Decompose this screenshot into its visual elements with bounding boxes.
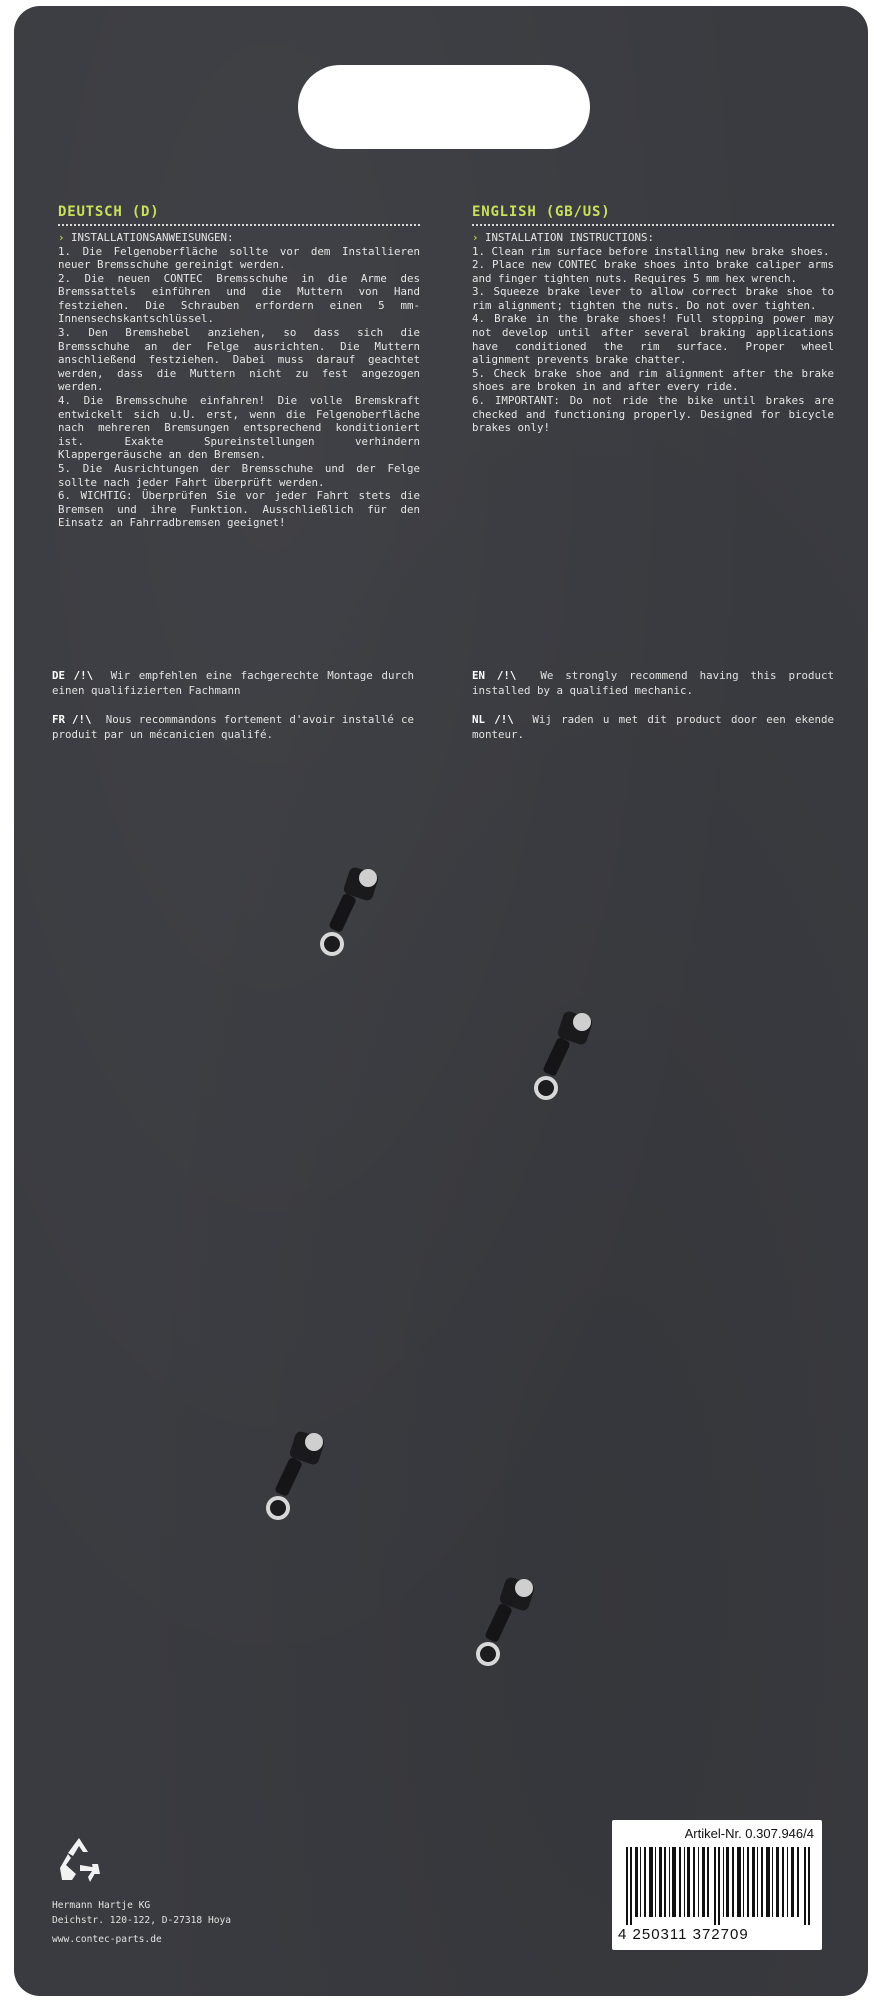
warning-de-code: DE /!\ <box>52 669 94 682</box>
warning-en <box>472 668 834 698</box>
warning-fr-text: Nous recommandons fortement d'avoir installé ce produit par un mécanicien qualifé. <box>52 713 414 741</box>
warning-fr <box>52 712 414 742</box>
german-step: 3. Den Bremshebel anziehen, so dass sich die Bremsschuhe an der Felge ausrichten. Die Muttern anschließend festziehen. Dabei muss darauf geachtet werden, dass die Muttern nicht zu fest angezogen werden. <box>58 326 420 394</box>
company-street: Deichstr. 120-122, D-27318 Hoya <box>52 1915 232 1926</box>
ean-number: 4 250311 372709 <box>618 1926 749 1943</box>
warning-nl-code: NL /!\ <box>472 713 514 726</box>
recycle-icon <box>52 1834 106 1888</box>
article-number: Artikel-Nr. 0.307.946/4 <box>684 1826 814 1841</box>
german-step: 4. Die Bremsschuhe einfahren! Die volle Bremskraft entwickelt sich u.U. erst, wenn die Felgenoberfläche nach mehreren Bremsungen entsprechend konditioniert ist. Exakte Spureinstellungen verhindern Klappergeräusche an den Bremsen. <box>58 394 420 462</box>
chevron-right-icon: › <box>472 231 486 244</box>
hang-hole <box>298 65 590 149</box>
barcode-label <box>612 1820 822 1950</box>
english-step: 1. Clean rim surface before installing new brake shoes. <box>472 244 830 258</box>
english-steps <box>472 245 834 435</box>
divider <box>472 224 834 226</box>
german-step: 2. Die neuen CONTEC Bremsschuhe in die Arme des Bremssattels einführen und die Muttern von Hand festziehen. Die Schrauben erfordern einen 5 mm-Innensechskantschlüssel. <box>58 271 420 326</box>
english-title: ENGLISH (GB/US) <box>472 204 611 220</box>
brake-shoe-part <box>264 1426 334 1526</box>
english-step: 5. Check brake shoe and rim alignment after the brake shoes are broken in and after every ride. <box>472 366 834 394</box>
brake-shoe-part <box>532 1006 602 1106</box>
company-name: Hermann Hartje KG <box>52 1900 151 1911</box>
english-heading <box>472 231 834 245</box>
german-heading <box>58 231 420 245</box>
warning-en-code: EN /!\ <box>472 669 517 682</box>
brake-shoe-part <box>474 1572 544 1672</box>
english-step: 4. Brake in the brake shoes! Full stopping power may not develop until after several braking applications have conditioned the rim surface. Proper wheel alignment prevents brake chatter. <box>472 312 834 367</box>
warning-de <box>52 668 414 698</box>
german-steps <box>58 245 420 530</box>
german-step: 1. Die Felgenoberfläche sollte vor dem Installieren neuer Bremsschuhe gereinigt werden. <box>58 244 420 272</box>
english-step: 3. Squeeze brake lever to allow correct brake shoe to rim alignment; tighten the nuts. Do not over tighten. <box>472 285 834 312</box>
brake-shoe-part <box>318 862 388 962</box>
barcode-icon <box>626 1847 810 1925</box>
english-step: 2. Place new CONTEC brake shoes into brake caliper arms and finger tighten nuts. Requires 5 mm hex wrench. <box>472 258 834 285</box>
english-heading-text: INSTALLATION INSTRUCTIONS: <box>485 231 655 244</box>
english-step: 6. IMPORTANT: Do not ride the bike until brakes are checked and functioning properly. Designed for bicycle brakes only! <box>472 394 834 435</box>
company-website: www.contec-parts.de <box>52 1934 162 1945</box>
warning-nl-text: Wij raden u met dit product door een ekende monteur. <box>472 713 834 741</box>
warning-nl <box>472 712 834 742</box>
warning-fr-code: FR /!\ <box>52 713 92 726</box>
warning-en-text: We strongly recommend having this product installed by a qualified mechanic. <box>472 669 834 697</box>
german-heading-text: INSTALLATIONSANWEISUNGEN: <box>71 231 234 244</box>
divider <box>58 224 420 226</box>
company-address <box>52 1898 231 1947</box>
german-title: DEUTSCH (D) <box>58 204 160 220</box>
german-step: 6. WICHTIG: Überprüfen Sie vor jeder Fahrt stets die Bremsen und ihre Funktion. Ausschließlich für den Einsatz an Fahrradbremsen geeignet! <box>58 489 420 530</box>
english-column <box>472 204 834 435</box>
warning-de-text: Wir empfehlen eine fachgerechte Montage durch einen qualifizierten Fachmann <box>52 669 414 697</box>
chevron-right-icon: › <box>58 231 72 244</box>
german-column <box>58 204 420 530</box>
german-step: 5. Die Ausrichtungen der Bremsschuhe und der Felge sollte nach jeder Fahrt überprüft werden. <box>58 462 420 489</box>
